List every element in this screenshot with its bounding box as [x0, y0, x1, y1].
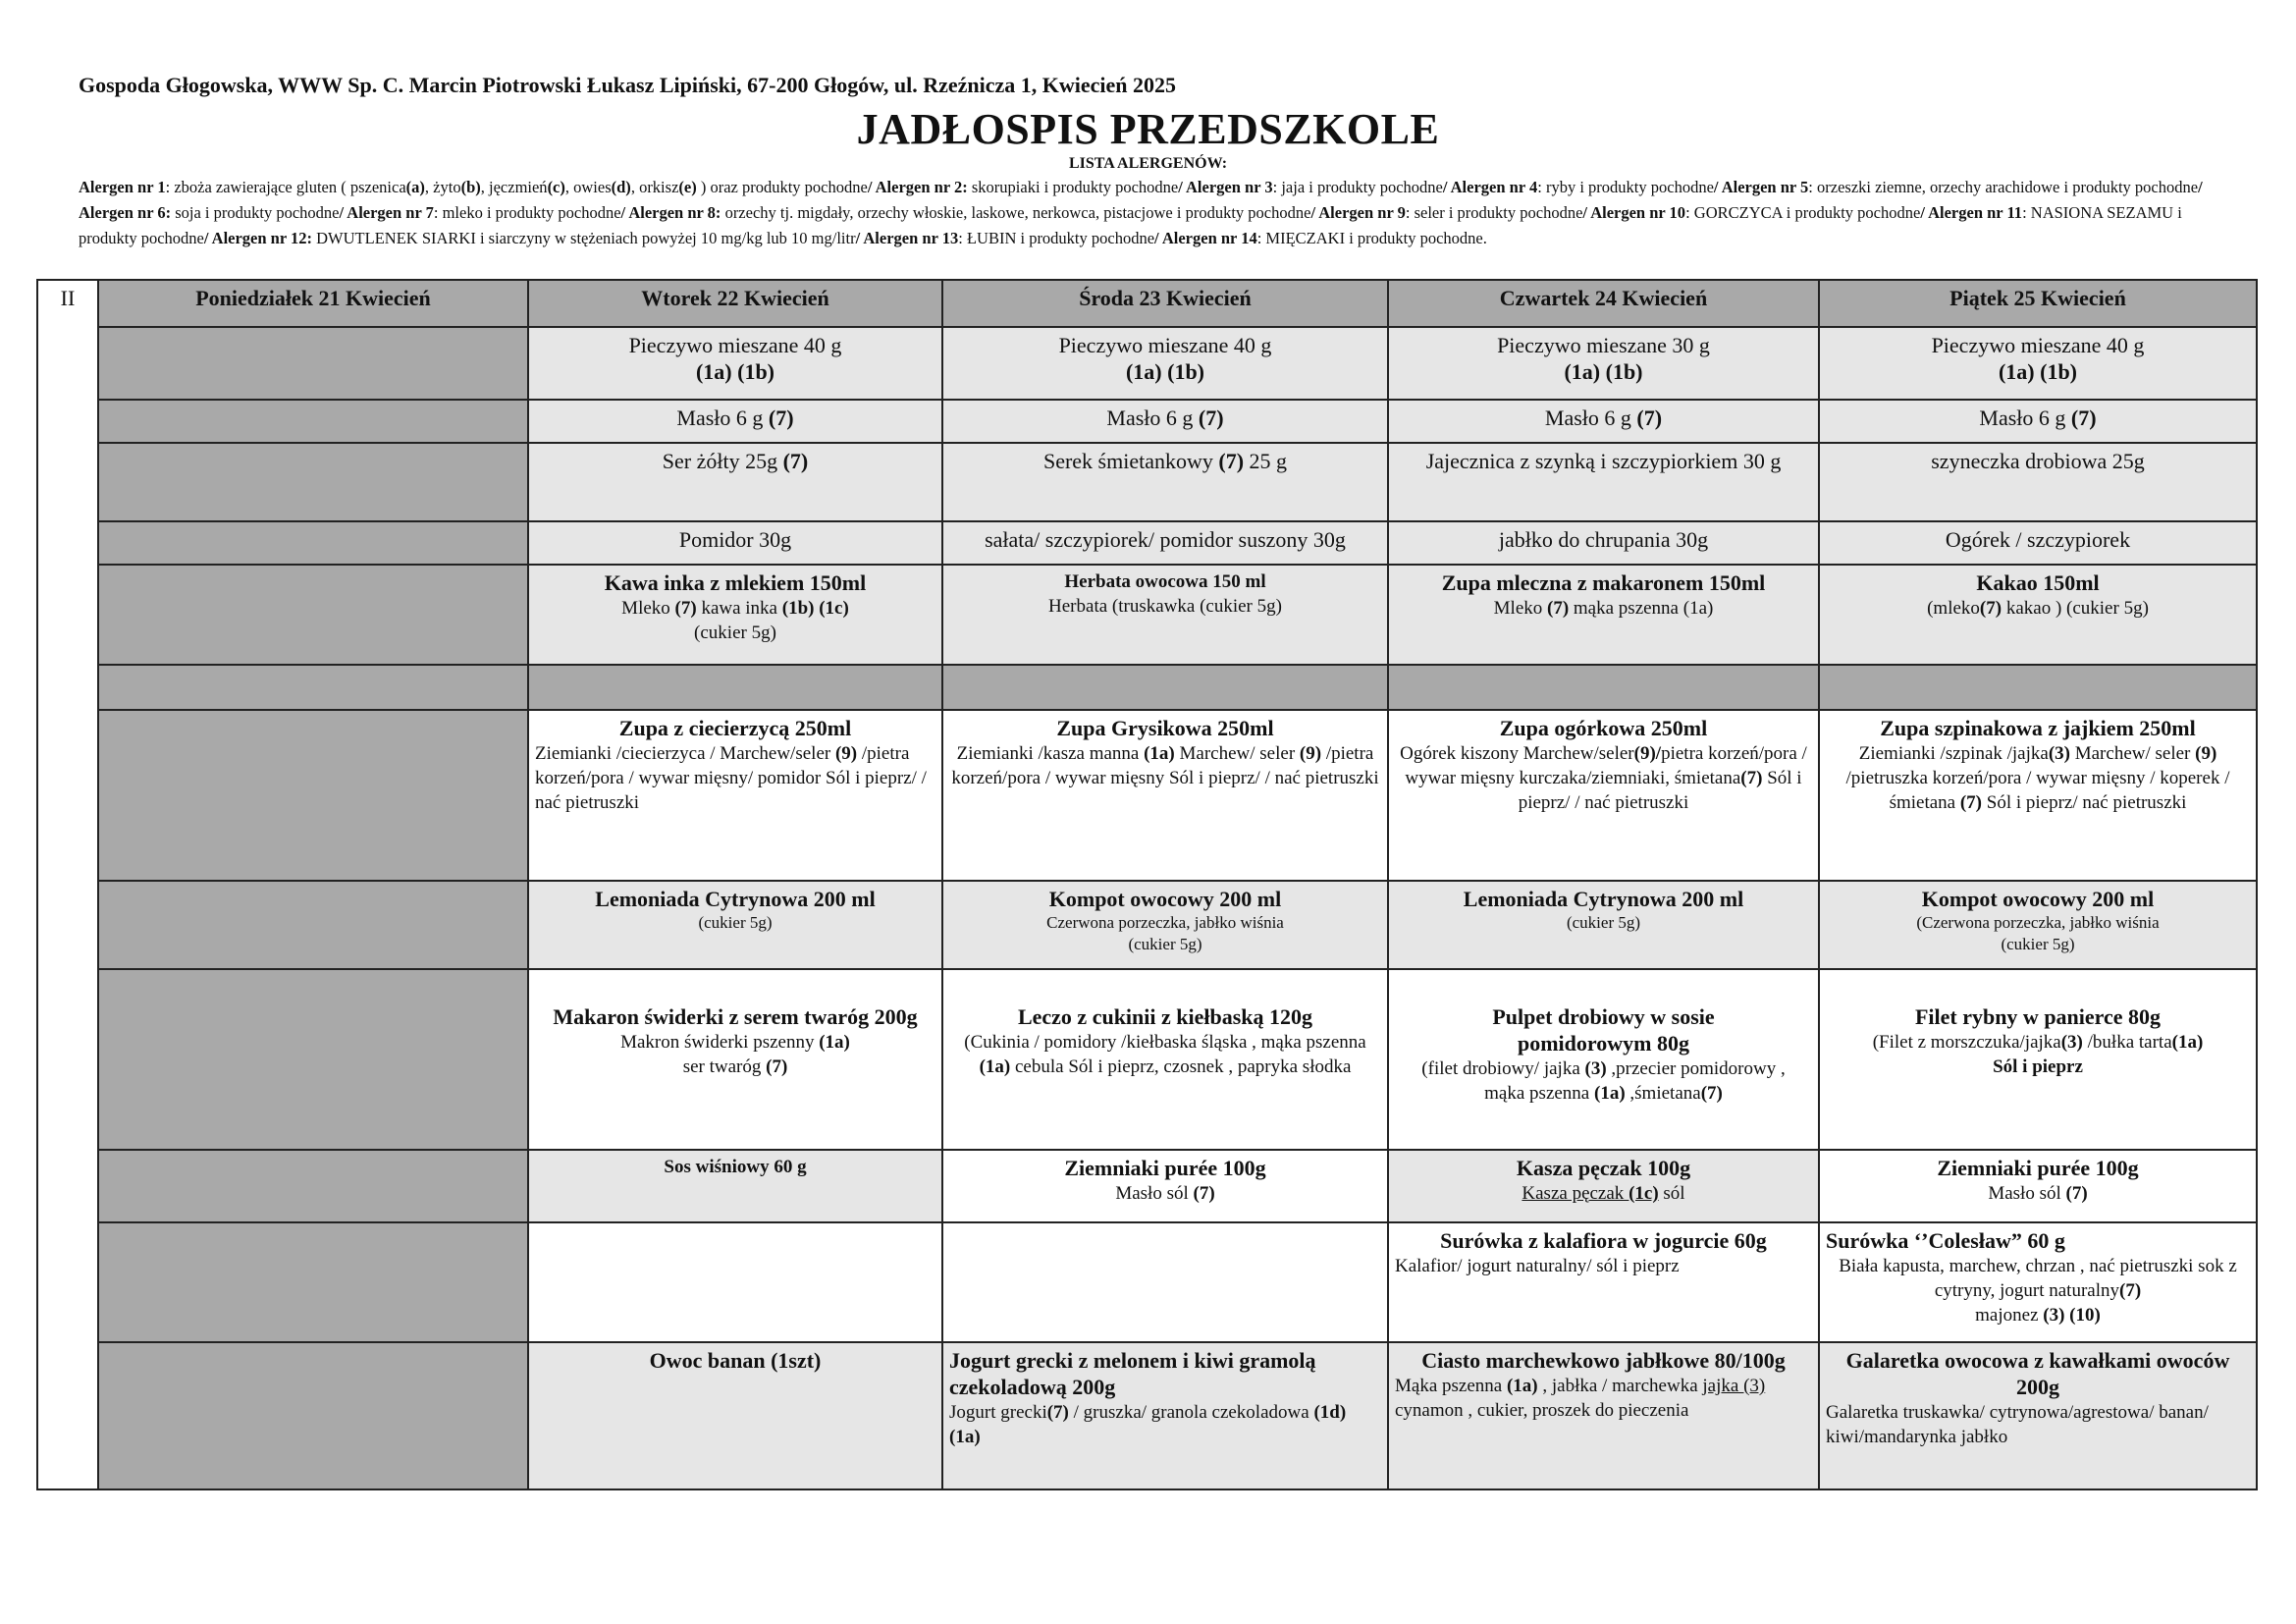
- ingredients: Czerwona porzeczka, jabłko wiśnia: [1046, 913, 1284, 932]
- menu-row-breakfast-main: [37, 443, 2257, 521]
- compote-cell: [942, 881, 1388, 969]
- allergen-code: (9): [2195, 743, 2217, 764]
- butter-text: Masło 6 g: [1106, 406, 1199, 430]
- compote-cell: [1388, 881, 1819, 969]
- dish-title: Herbata owocowa 150 ml: [1064, 571, 1266, 592]
- allergen-code: (7): [1046, 1402, 1069, 1423]
- ingredients: Marchew/ seler: [1174, 743, 1300, 764]
- allergen-list: [79, 175, 2238, 251]
- ingredients: Kasza pęczak: [1522, 1183, 1629, 1204]
- dish-title: Zupa mleczna z makaronem 150ml: [1441, 570, 1766, 595]
- allergen-description: : mleko i produkty pochodne: [433, 203, 621, 222]
- allergen-code: (1a): [2171, 1032, 2204, 1053]
- bread-text: Pieczywo mieszane 40 g: [1931, 333, 2145, 357]
- allergen-code: (7): [2065, 1183, 2088, 1204]
- butter-text: Masło 6 g: [1979, 406, 2071, 430]
- ingredients: Jogurt grecki: [949, 1402, 1047, 1423]
- dessert-cell: [528, 1342, 942, 1489]
- dessert-cell: [1388, 1342, 1819, 1489]
- ingredients: (cukier 5g): [2001, 935, 2075, 953]
- day-header-wednesday: Środa 23 Kwiecień: [942, 280, 1388, 327]
- allergen-code: (7): [1959, 792, 1982, 813]
- ingredients: Sól i pieprz: [1993, 1056, 2083, 1077]
- bread-text: Pieczywo mieszane 40 g: [1058, 333, 1272, 357]
- allergen-code: (3): [1584, 1058, 1607, 1079]
- allergen-description: soja i produkty pochodne: [171, 203, 340, 222]
- allergen-label: / Alergen nr 8:: [620, 203, 721, 222]
- butter-allergen: (7): [2070, 406, 2097, 430]
- butter-allergen: (7): [768, 406, 794, 430]
- dish-title: Jogurt grecki z melonem i kiwi gramolą czekoladową 200g: [949, 1348, 1316, 1399]
- monday-cell: [98, 710, 528, 881]
- drink-cell: [1819, 565, 2257, 665]
- bread-cell: [1388, 327, 1819, 400]
- bread-allergens: (1a) (1b): [1564, 359, 1643, 384]
- allergen-description: ) oraz produkty pochodne: [696, 178, 868, 196]
- separator-cell: [528, 665, 942, 710]
- ingredients: , jabłka / marchewka: [1537, 1376, 1703, 1396]
- ingredients: Masło sól: [1988, 1183, 2066, 1204]
- drink-cell: [942, 565, 1388, 665]
- ingredients: cebula Sól i pieprz, czosnek , papryka słodka: [1010, 1056, 1352, 1077]
- ingredients: cynamon , cukier, proszek do pieczenia: [1395, 1400, 1689, 1421]
- monday-cell: [98, 443, 528, 521]
- dish-title: Filet rybny w panierce 80g: [1914, 1004, 2162, 1029]
- allergen-description: : jaja i produkty pochodne: [1272, 178, 1443, 196]
- allergen-label: / Alergen nr 2:: [867, 178, 968, 196]
- dish-title: Zupa ogórkowa 250ml: [1499, 716, 1708, 740]
- allergen-label: / Alergen nr 10: [1582, 203, 1686, 222]
- dish-title: Lemoniada Cytrynowa 200 ml: [1463, 887, 1744, 911]
- ingredients: Ogórek kiszony Marchew/seler: [1400, 743, 1634, 764]
- compote-cell: [528, 881, 942, 969]
- ingredients: Kalafior/ jogurt naturalny/ sól i pieprz: [1395, 1256, 1680, 1276]
- menu-row-salad: [37, 1222, 2257, 1342]
- separator-cell: [98, 665, 528, 710]
- ingredients: (cukier 5g): [698, 913, 773, 932]
- menu-row-bread: [37, 327, 2257, 400]
- butter-text: Masło 6 g: [676, 406, 769, 430]
- side-cell: [1819, 1150, 2257, 1222]
- ingredients: (cukier 5g): [694, 623, 776, 643]
- dessert-cell: [942, 1342, 1388, 1489]
- butter-text: Masło 6 g: [1544, 406, 1637, 430]
- allergen-code: (7): [674, 598, 697, 619]
- ingredients: mąka pszenna (1a): [1569, 598, 1714, 619]
- allergen-label: / Alergen nr 12:: [203, 229, 313, 247]
- menu-row-drink: [37, 565, 2257, 665]
- ingredients: ser twaróg: [682, 1056, 767, 1077]
- breakfast-main-text: Serek śmietankowy: [1042, 449, 1219, 473]
- ingredients: Mleko: [621, 598, 675, 619]
- page-title: JADŁOSPIS PRZEDSZKOLE: [856, 105, 1440, 153]
- ingredients: (mleko: [1927, 598, 1980, 619]
- allergen-label: / Alergen nr 6:: [79, 178, 2203, 222]
- dish-title: Sos wiśniowy 60 g: [664, 1157, 807, 1177]
- menu-row-dessert: [37, 1342, 2257, 1489]
- bread-cell: [528, 327, 942, 400]
- allergen-label: (c): [547, 178, 565, 196]
- menu-row-butter: [37, 400, 2257, 443]
- butter-cell: [1819, 400, 2257, 443]
- allergen-code: (7): [1193, 1183, 1215, 1204]
- main-course-cell: [1819, 969, 2257, 1150]
- ingredients: / gruszka/ granola czekoladowa: [1068, 1402, 1314, 1423]
- ingredients: (cukier 5g): [1566, 913, 1641, 932]
- ingredients: /pietra korzeń/pora / wywar mięsny/ pomidor Sól i pieprz/ / nać pietruszki: [535, 743, 927, 813]
- allergen-code: (7): [1979, 598, 2002, 619]
- drink-cell: [1388, 565, 1819, 665]
- butter-cell: [942, 400, 1388, 443]
- allergen-description: : zboża zawierające gluten ( pszenica: [165, 178, 406, 196]
- day-header-tuesday: Wtorek 22 Kwiecień: [528, 280, 942, 327]
- allergen-description: orzechy tj. migdały, orzechy włoskie, laskowe, nerkowca, pistacjowe i produkty pochodne: [721, 203, 1311, 222]
- ingredients: Masło sól: [1115, 1183, 1194, 1204]
- salad-cell: [528, 1222, 942, 1342]
- allergen-code: (1a): [1506, 1376, 1538, 1396]
- day-header-friday: Piątek 25 Kwiecień: [1819, 280, 2257, 327]
- bread-text: Pieczywo mieszane 30 g: [1497, 333, 1710, 357]
- butter-cell: [528, 400, 942, 443]
- bread-cell: [1819, 327, 2257, 400]
- allergen-description: , owies: [564, 178, 612, 196]
- allergen-label: / Alergen nr 3: [1178, 178, 1273, 196]
- drink-cell: [528, 565, 942, 665]
- dish-title: Ziemniaki purée 100g: [1937, 1156, 2139, 1180]
- monday-cell: [98, 565, 528, 665]
- allergen-label: (a): [405, 178, 425, 196]
- monday-cell: [98, 881, 528, 969]
- allergen-code: (7): [1740, 768, 1763, 788]
- ingredients: (Czerwona porzeczka, jabłko wiśnia: [1916, 913, 2160, 932]
- dish-title: Zupa Grysikowa 250ml: [1056, 716, 1274, 740]
- soup-cell: [1388, 710, 1819, 881]
- menu-row-side: [37, 1150, 2257, 1222]
- allergen-label: / Alergen nr 9: [1310, 203, 1406, 222]
- menu-table: [36, 279, 2258, 1490]
- side-cell: [528, 1150, 942, 1222]
- dish-title: Kakao 150ml: [1976, 570, 2100, 595]
- dish-title: Leczo z cukinii z kiełbaską 120g: [1017, 1004, 1313, 1029]
- compote-cell: [1819, 881, 2257, 969]
- allergen-label: / Alergen nr 5: [1713, 178, 1809, 196]
- day-header-thursday: Czwartek 24 Kwiecień: [1388, 280, 1819, 327]
- allergen-description: , jęczmień: [480, 178, 548, 196]
- monday-cell: [98, 969, 528, 1150]
- allergen-code: (7): [766, 1056, 788, 1077]
- allergen-code: (1d) (1a): [949, 1402, 1347, 1447]
- allergen-description: : ryby i produkty pochodne: [1537, 178, 1714, 196]
- dish-title: Pulpet drobiowy w sosie pomidorowym 80g: [1492, 1004, 1715, 1056]
- dish-title: Kawa inka z mlekiem 150ml: [604, 570, 867, 595]
- allergen-label: / Alergen nr 14: [1154, 229, 1257, 247]
- dish-title: Kasza pęczak 100g: [1516, 1156, 1691, 1180]
- dish-title: Kompot owocowy 200 ml: [1921, 887, 2155, 911]
- dish-title: Kompot owocowy 200 ml: [1048, 887, 1282, 911]
- allergen-code: (1c): [1629, 1183, 1659, 1204]
- breakfast-main-cell: [1819, 443, 2257, 521]
- allergen-code: (3): [2060, 1032, 2083, 1053]
- breakfast-main-text: Ser żółty 25g: [662, 449, 783, 473]
- ingredients: /pietra korzeń/pora / wywar mięsny Sól i pieprz/ / nać pietruszki: [951, 743, 1379, 788]
- ingredients: Sól i pieprz/ nać pietruszki: [1982, 792, 2187, 813]
- allergen-label: (e): [678, 178, 697, 196]
- allergen-description: , żyto: [424, 178, 461, 196]
- breakfast-main-text: 25 g: [1244, 449, 1288, 473]
- main-course-cell: [942, 969, 1388, 1150]
- dish-title: Ziemniaki purée 100g: [1064, 1156, 1266, 1180]
- allergen-description: : NASIONA SEZAMU i produkty pochodne: [79, 203, 2182, 247]
- ingredients: Ziemianki /kasza manna: [956, 743, 1145, 764]
- allergen-label: (d): [611, 178, 631, 196]
- bread-cell: [942, 327, 1388, 400]
- dish-title: Zupa z ciecierzycą 250ml: [618, 716, 852, 740]
- vegetable-cell: Ogórek / szczypiorek: [1819, 521, 2257, 565]
- allergen-code: (7): [1218, 449, 1245, 473]
- allergen-code: (3) (10): [2043, 1305, 2101, 1326]
- ingredients: Herbata (truskawka (cukier 5g): [1048, 596, 1282, 617]
- allergen-code: (9): [834, 743, 858, 764]
- ingredients: kawa inka: [696, 598, 782, 619]
- butter-allergen: (7): [1198, 406, 1224, 430]
- allergen-code: (7): [1547, 598, 1570, 619]
- allergen-code: (7): [2119, 1280, 2142, 1301]
- allergen-description: DWUTLENEK SIARKI i siarczyny w stężeniach powyżej 10 mg/kg lub 10 mg/litr: [312, 229, 856, 247]
- day-header-monday: Poniedziałek 21 Kwiecień: [98, 280, 528, 327]
- restaurant-header: Gospoda Głogowska, WWW Sp. C. Marcin Piotrowski Łukasz Lipiński, 67-200 Głogów, ul. Rzeźnicza 1, Kwiecień 2025: [79, 73, 1177, 97]
- separator-cell: [1388, 665, 1819, 710]
- ingredients: Sól i pieprz/ / nać pietruszki: [1518, 768, 1802, 813]
- main-course-cell: [528, 969, 942, 1150]
- allergen-code: (1a): [979, 1056, 1011, 1077]
- allergen-description: : GORCZYCA i produkty pochodne: [1685, 203, 1921, 222]
- allergen-list-title: LISTA ALERGENÓW:: [1068, 155, 1228, 172]
- allergen-description: skorupiaki i produkty pochodne: [967, 178, 1179, 196]
- ingredients: Mleko: [1493, 598, 1547, 619]
- allergen-code: (7): [1700, 1083, 1723, 1104]
- allergen-code: (9): [1299, 743, 1322, 764]
- allergen-code: (9)/: [1633, 743, 1662, 764]
- allergen-code: (7): [782, 449, 809, 473]
- ingredients: Ziemianki /ciecierzyca / Marchew/seler: [535, 743, 835, 764]
- ingredients: (Filet z morszczuka/jajka: [1872, 1032, 2061, 1053]
- side-cell: [1388, 1150, 1819, 1222]
- breakfast-main-text: szyneczka drobiowa 25g: [1931, 449, 2145, 473]
- allergen-code: jajka (3): [1702, 1376, 1766, 1396]
- breakfast-main-text: Jajecznica z szynką i szczypiorkiem 30 g: [1425, 449, 1782, 473]
- ingredients: Makron świderki pszenny: [620, 1032, 820, 1053]
- ingredients: Biała kapusta, marchew, chrzan , nać pietruszki sok z cytryny, jogurt naturalny: [1839, 1256, 2237, 1301]
- main-course-cell: [1388, 969, 1819, 1150]
- breakfast-main-cell: [528, 443, 942, 521]
- ingredients: sól: [1658, 1183, 1685, 1204]
- menu-row-separator: [37, 665, 2257, 710]
- ingredients: pietra korzeń/pora / wywar mięsny kurczaka/ziemniaki, śmietana: [1405, 743, 1807, 788]
- allergen-label: / Alergen nr 13: [855, 229, 959, 247]
- bread-text: Pieczywo mieszane 40 g: [628, 333, 842, 357]
- ingredients: (cukier 5g): [1128, 935, 1202, 953]
- ingredients: mąka pszenna: [1484, 1083, 1594, 1104]
- allergen-label: / Alergen nr 11: [1920, 203, 2023, 222]
- allergen-code: (1b) (1c): [781, 598, 849, 619]
- menu-row-main-course: [37, 969, 2257, 1150]
- bread-allergens: (1a) (1b): [695, 359, 775, 384]
- allergen-code: (3): [2048, 743, 2070, 764]
- header-row: [37, 280, 2257, 327]
- ingredients: Marchew/ seler: [2069, 743, 2196, 764]
- allergen-code: (1a): [1144, 743, 1175, 764]
- dish-title: Galaretka owocowa z kawałkami owoców 200g: [1845, 1348, 2230, 1399]
- ingredients: Mąka pszenna: [1395, 1376, 1507, 1396]
- salad-cell: [1819, 1222, 2257, 1342]
- allergen-description: : seler i produkty pochodne: [1405, 203, 1583, 222]
- bread-allergens: (1a) (1b): [1998, 359, 2078, 384]
- menu-row-vegetables: [37, 521, 2257, 565]
- dish-title: Ciasto marchewkowo jabłkowe 80/100g: [1421, 1348, 1786, 1373]
- dish-title: Owoc banan (1szt): [649, 1348, 822, 1373]
- menu-row-soup: [37, 710, 2257, 881]
- ingredients: /pietruszka korzeń/pora / wywar mięsny / koperek / śmietana: [1845, 768, 2230, 813]
- vegetable-cell: jabłko do chrupania 30g: [1388, 521, 1819, 565]
- ingredients: (filet drobiowy/ jajka: [1421, 1058, 1585, 1079]
- soup-cell: [942, 710, 1388, 881]
- allergen-label: (b): [460, 178, 481, 196]
- salad-cell: [942, 1222, 1388, 1342]
- monday-cell: [98, 521, 528, 565]
- ingredients: Ziemianki /szpinak /jajka: [1858, 743, 2049, 764]
- ingredients: (Cukinia / pomidory /kiełbaska śląska , mąka pszenna: [964, 1032, 1366, 1053]
- allergen-code: (1a): [819, 1032, 850, 1053]
- allergen-description: : MIĘCZAKI i produkty pochodne.: [1256, 229, 1487, 247]
- allergen-description: : ŁUBIN i produkty pochodne: [958, 229, 1155, 247]
- allergen-label: / Alergen nr 4: [1442, 178, 1538, 196]
- allergen-label: Alergen nr 1: [79, 178, 166, 196]
- breakfast-main-cell: [942, 443, 1388, 521]
- monday-cell: [98, 1222, 528, 1342]
- ingredients: majonez: [1975, 1305, 2044, 1326]
- soup-cell: [1819, 710, 2257, 881]
- allergen-description: : orzeszki ziemne, orzechy arachidowe i produkty pochodne: [1808, 178, 2199, 196]
- allergen-description: , orkisz: [630, 178, 679, 196]
- dessert-cell: [1819, 1342, 2257, 1489]
- dish-title: Zupa szpinakowa z jajkiem 250ml: [1880, 716, 2196, 740]
- soup-cell: [528, 710, 942, 881]
- monday-cell: [98, 1150, 528, 1222]
- butter-allergen: (7): [1636, 406, 1663, 430]
- ingredients: kakao ) (cukier 5g): [2002, 598, 2149, 619]
- ingredients: ,przecier pomidorowy ,: [1606, 1058, 1786, 1079]
- menu-row-compote: [37, 881, 2257, 969]
- dish-title: Surówka z kalafiora w jogurcie 60g: [1440, 1228, 1767, 1253]
- separator-cell: [1819, 665, 2257, 710]
- ingredients: /bułka tarta: [2082, 1032, 2172, 1053]
- side-cell: [942, 1150, 1388, 1222]
- monday-cell: [98, 1342, 528, 1489]
- bread-allergens: (1a) (1b): [1125, 359, 1205, 384]
- monday-cell: [98, 400, 528, 443]
- allergen-code: (1a): [1594, 1083, 1626, 1104]
- week-label: II: [37, 280, 98, 1489]
- vegetable-cell: Pomidor 30g: [528, 521, 942, 565]
- dish-title: Makaron świderki z serem twaróg 200g: [553, 1004, 918, 1029]
- separator-cell: [942, 665, 1388, 710]
- allergen-label: / Alergen nr 7: [339, 203, 434, 222]
- monday-cell: [98, 327, 528, 400]
- ingredients: Galaretka truskawka/ cytrynowa/agrestowa/ banan/ kiwi/mandarynka jabłko: [1826, 1402, 2209, 1447]
- dish-title: Surówka ‘’Colesław” 60 g: [1826, 1228, 2065, 1253]
- breakfast-main-cell: [1388, 443, 1819, 521]
- dish-title: Lemoniada Cytrynowa 200 ml: [595, 887, 876, 911]
- butter-cell: [1388, 400, 1819, 443]
- salad-cell: [1388, 1222, 1819, 1342]
- vegetable-cell: sałata/ szczypiorek/ pomidor suszony 30g: [942, 521, 1388, 565]
- ingredients: ,śmietana: [1625, 1083, 1701, 1104]
